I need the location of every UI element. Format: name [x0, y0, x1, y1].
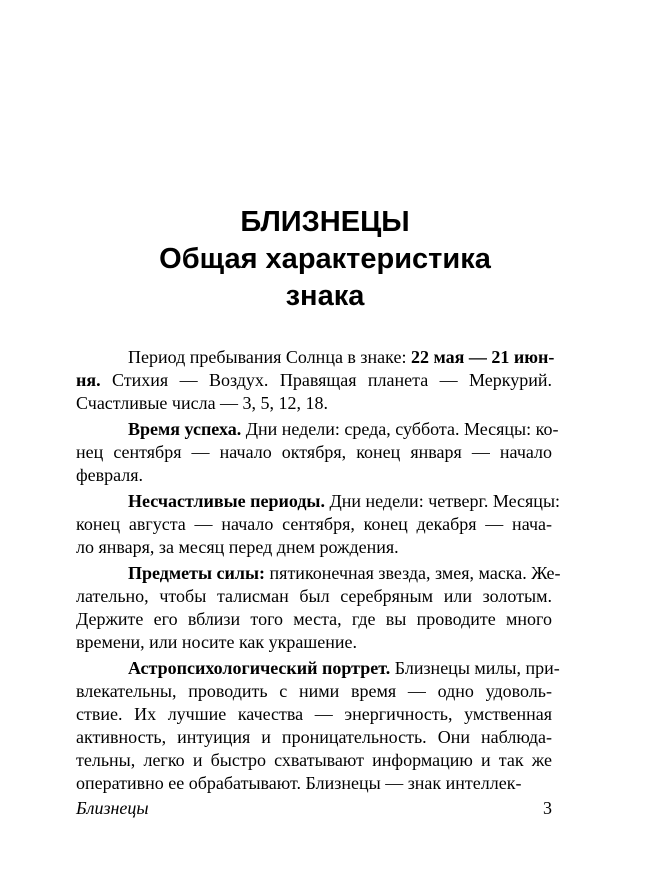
- text-run: лательно, чтобы талисман был серебряным или золотым.: [76, 586, 552, 606]
- text-line: [76, 418, 559, 441]
- bold-run: Время успеха.: [128, 419, 242, 439]
- text-line: [76, 513, 552, 536]
- text-run: Близнецы милы, при-: [390, 658, 560, 678]
- text-line: [76, 441, 552, 464]
- chapter-heading: [0, 204, 650, 315]
- text-line: [76, 608, 552, 631]
- bold-run: Несчастливые периоды.: [128, 491, 325, 511]
- heading-line-2: Общая характеристика: [159, 243, 491, 275]
- text-line: [76, 585, 552, 608]
- body-text: [76, 346, 561, 798]
- text-run: тельны, легко и быстро схватывают информацию и так же: [76, 750, 552, 770]
- text-line: [76, 657, 560, 680]
- bold-run: Астропсихологический портрет.: [128, 658, 391, 678]
- page-footer: [76, 797, 552, 820]
- text-line: [76, 726, 552, 749]
- bold-run: ня.: [76, 370, 101, 390]
- paragraph: [76, 490, 561, 559]
- text-run: ствие. Их лучшие качества — энергичность, умственная: [76, 704, 552, 724]
- bold-run: Предметы силы:: [128, 563, 266, 583]
- page-number: 3: [543, 798, 552, 818]
- text-run: пятиконечная звезда, змея, маска. Же-: [265, 563, 561, 583]
- text-line: [76, 369, 552, 392]
- text-line: [76, 536, 552, 559]
- heading-line-1: БЛИЗНЕЦЫ: [240, 206, 410, 238]
- text-line: [76, 464, 552, 487]
- text-run: Стихия — Воздух. Правящая планета — Меркурий.: [100, 370, 552, 390]
- text-line: [76, 562, 561, 585]
- paragraph: [76, 562, 561, 654]
- text-run: ло января, за месяц перед днем рождения.: [76, 537, 399, 557]
- text-line: [76, 749, 552, 772]
- text-run: конец августа — начало сентября, конец декабря — нача-: [76, 514, 552, 534]
- text-line: [76, 703, 552, 726]
- running-title: Близнецы: [76, 798, 149, 818]
- text-line: [76, 631, 552, 654]
- text-run: Держите его вблизи того места, где вы проводите много: [76, 609, 552, 629]
- bold-run: 22 мая — 21 июн-: [410, 347, 555, 367]
- paragraph: [76, 418, 559, 487]
- text-run: нец сентября — начало октября, конец января — начало: [76, 442, 552, 462]
- text-line: [76, 392, 552, 415]
- heading-line-3: знака: [285, 280, 365, 312]
- text-line: [76, 772, 552, 795]
- text-run: времени, или носите как украшение.: [76, 632, 357, 652]
- text-line: [76, 346, 555, 369]
- text-run: влекательны, проводить с ними время — одно удоволь-: [76, 681, 552, 701]
- text-run: Дни недели: среда, суббота. Месяцы: ко-: [241, 419, 559, 439]
- paragraph: [76, 346, 555, 415]
- text-run: Дни недели: четверг. Месяцы:: [325, 491, 561, 511]
- text-run: оперативно ее обрабатывают. Близнецы — знак интеллек-: [76, 773, 522, 793]
- text-line: [76, 680, 552, 703]
- paragraph: [76, 657, 560, 795]
- text-run: активность, интуиция и проницательность. Они наблюда-: [76, 727, 552, 747]
- text-run: февраля.: [76, 465, 144, 485]
- text-run: Период пребывания Солнца в знаке:: [128, 347, 411, 367]
- text-line: [76, 490, 561, 513]
- text-run: Счастливые числа — 3, 5, 12, 18.: [76, 393, 329, 413]
